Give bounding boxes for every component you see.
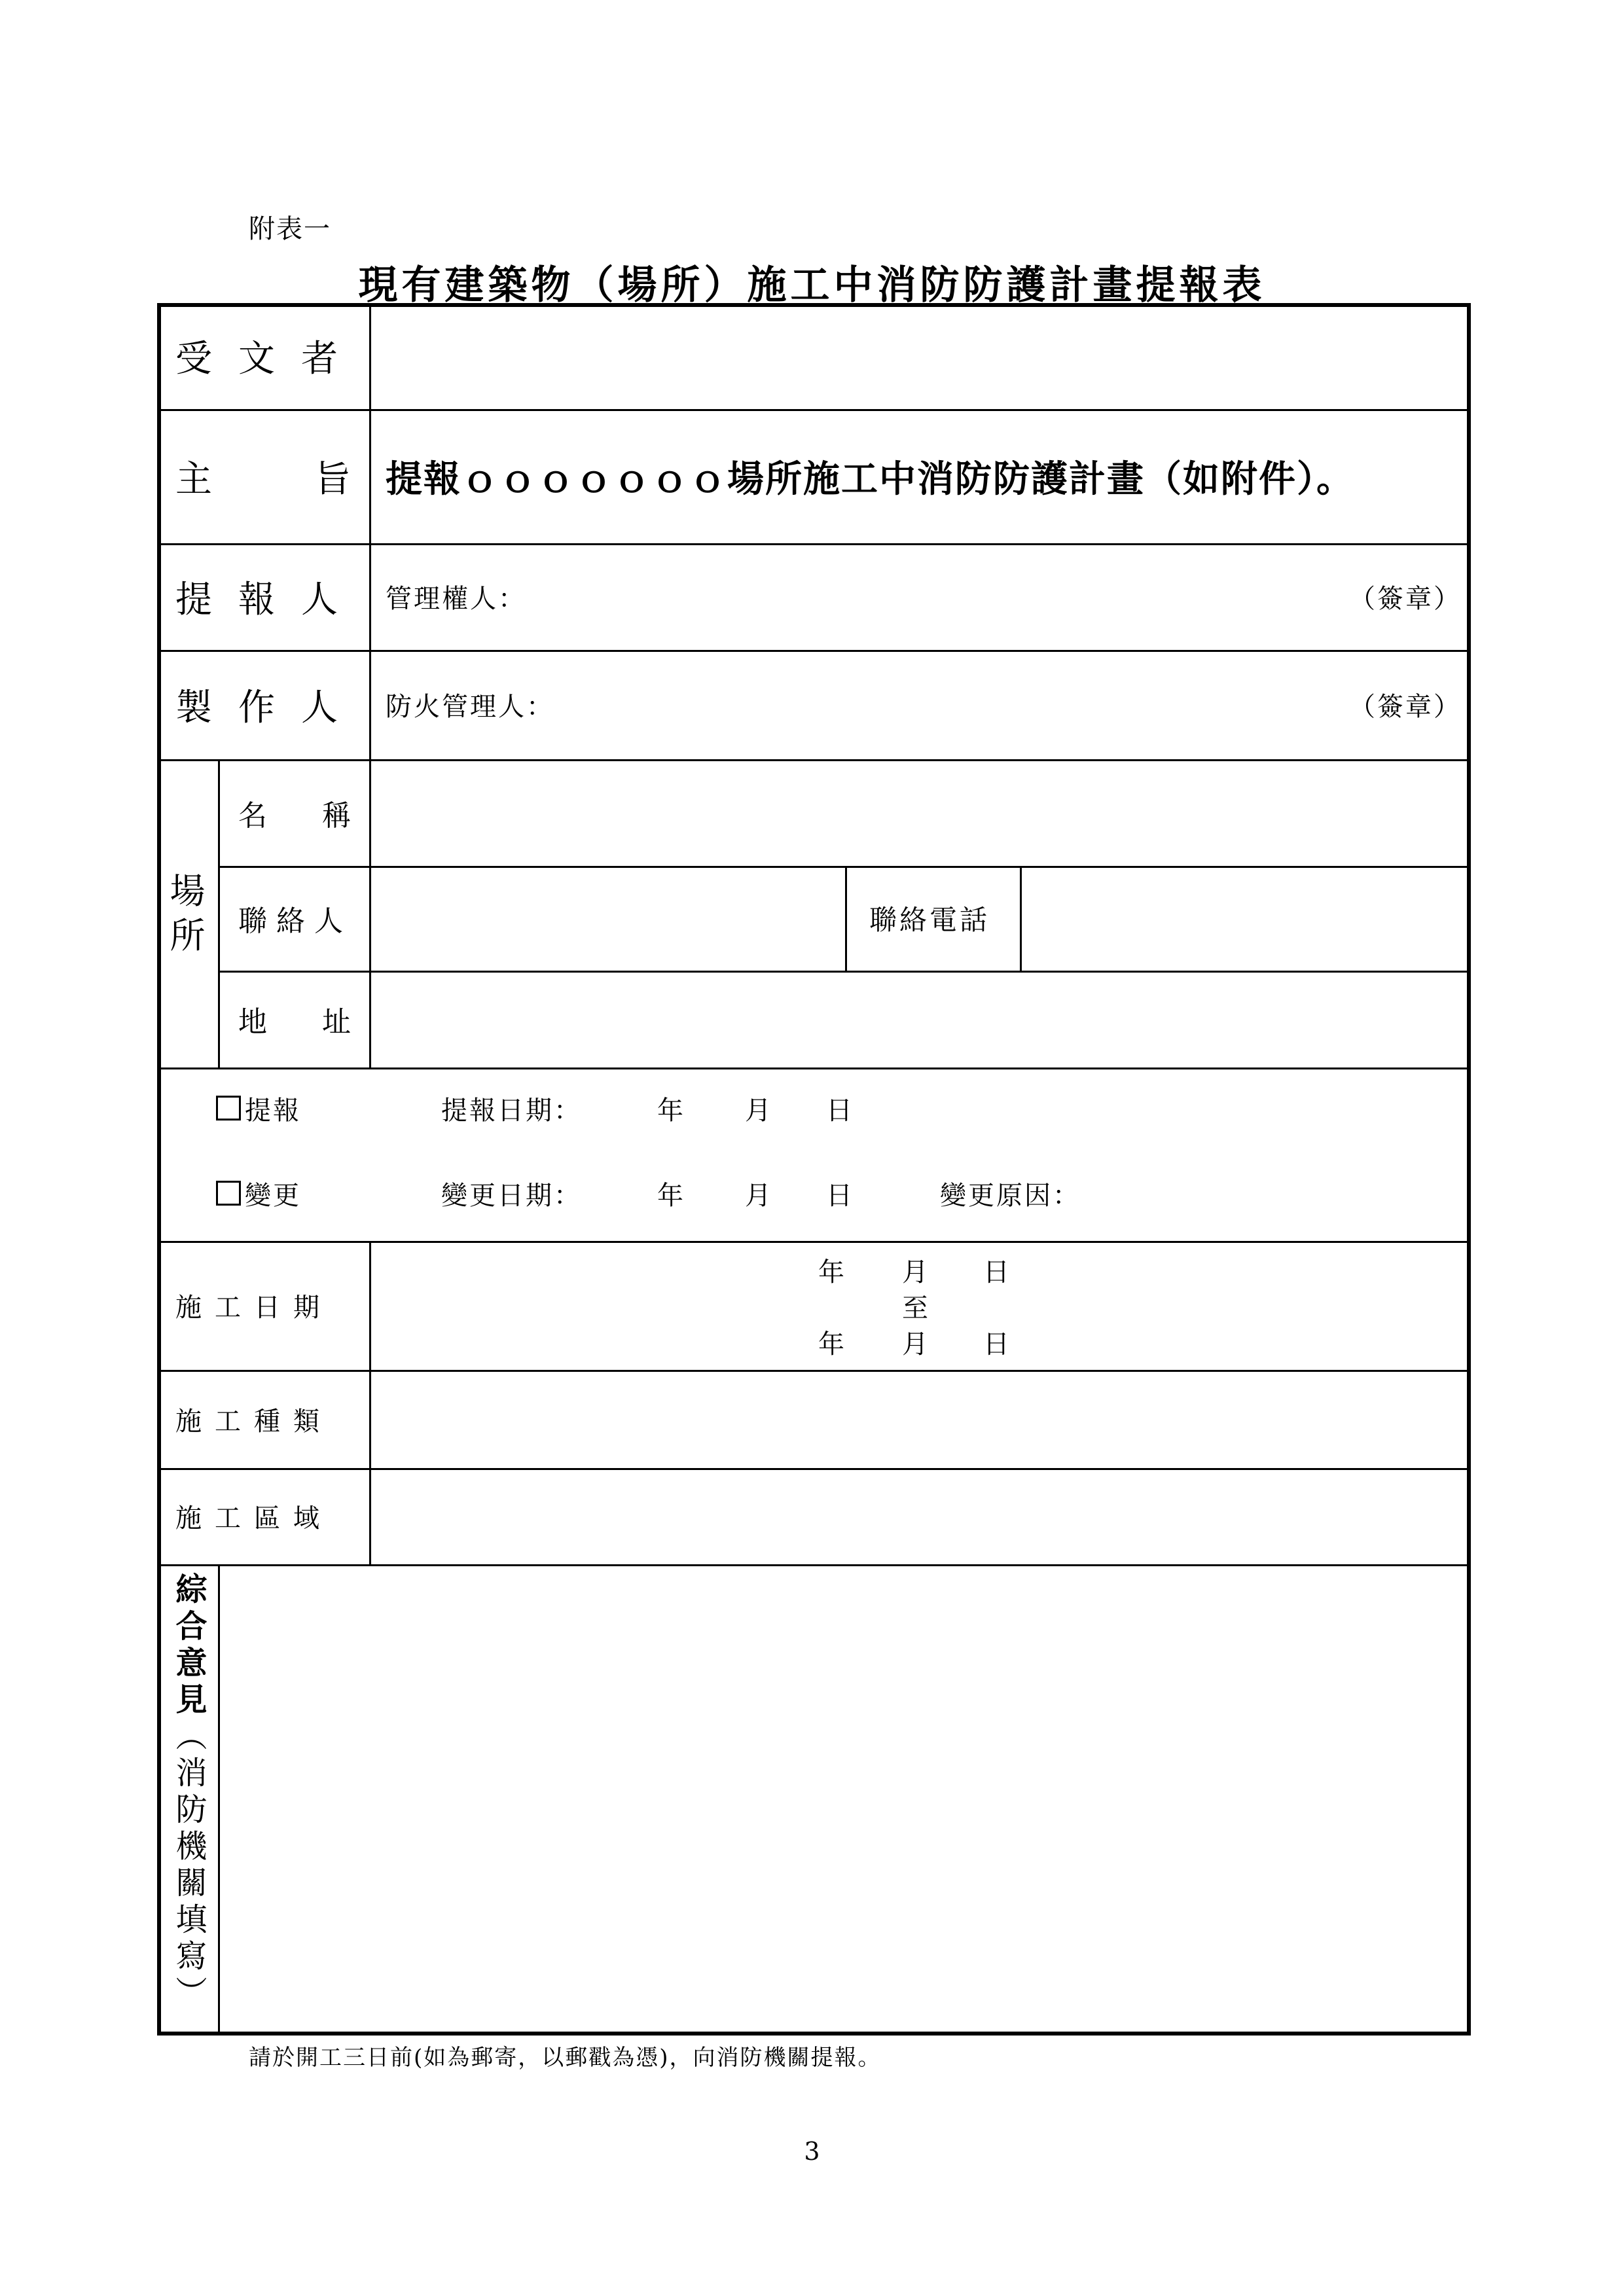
appendix-label: 附表一 bbox=[249, 214, 331, 244]
report-day-label: 日 bbox=[826, 1095, 854, 1126]
page-number: 3 bbox=[804, 2137, 820, 2166]
contact-phone-field[interactable] bbox=[1022, 866, 1471, 971]
date-to-line bbox=[818, 1288, 1080, 1324]
end-date-line bbox=[818, 1324, 1080, 1360]
start-month-label: 月 bbox=[902, 1257, 930, 1287]
subject-label bbox=[157, 409, 369, 543]
contact-person-field[interactable] bbox=[371, 866, 845, 971]
preparer-field[interactable] bbox=[371, 650, 1471, 759]
premises-label-char-1: 場 bbox=[170, 870, 206, 912]
subject-label-left: 主 bbox=[175, 457, 212, 501]
end-day-label: 日 bbox=[983, 1329, 1011, 1359]
address-label-char-1: 地 bbox=[238, 1005, 267, 1039]
address-label bbox=[220, 971, 369, 1067]
change-date-label: 變更日期： bbox=[441, 1180, 582, 1211]
name-label-char-2: 稱 bbox=[322, 798, 351, 833]
report-month-label: 月 bbox=[745, 1095, 773, 1126]
name-label-char-1: 名 bbox=[238, 798, 267, 833]
start-date-line bbox=[818, 1252, 1080, 1288]
opinion-label-text bbox=[170, 1573, 207, 2031]
premises-group-label bbox=[157, 759, 218, 1067]
seal-label: （簽章） bbox=[1349, 584, 1462, 614]
opinion-field[interactable] bbox=[220, 1566, 1467, 2032]
report-form bbox=[157, 303, 1471, 2036]
change-option-label: 變更 bbox=[245, 1180, 301, 1211]
construction-date-label: 施工日期 bbox=[175, 1293, 333, 1323]
recipient-label: 受文者 bbox=[175, 338, 364, 380]
premises-label-char-2: 所 bbox=[170, 914, 206, 956]
contact-phone-label: 聯絡電話 bbox=[869, 904, 990, 936]
construction-area-label: 施工區域 bbox=[175, 1503, 333, 1534]
address-label-char-2: 址 bbox=[322, 1005, 351, 1039]
end-month-label: 月 bbox=[902, 1329, 930, 1359]
contact-person-label: 聯絡人 bbox=[238, 905, 352, 938]
preparer-label: 製作人 bbox=[175, 686, 364, 729]
address-field[interactable] bbox=[371, 971, 1471, 1067]
subject-label-right: 旨 bbox=[314, 457, 351, 501]
seal-label: （簽章） bbox=[1349, 692, 1462, 722]
change-reason-label: 變更原因： bbox=[940, 1180, 1081, 1211]
end-year-label: 年 bbox=[818, 1329, 846, 1359]
construction-date-field[interactable] bbox=[818, 1252, 1080, 1360]
report-year-label: 年 bbox=[657, 1095, 685, 1126]
construction-area-field[interactable] bbox=[371, 1468, 1471, 1564]
premises-name-label bbox=[220, 759, 369, 866]
reporter-label: 提報人 bbox=[175, 578, 364, 621]
report-option-line bbox=[216, 1088, 1460, 1128]
change-month-label: 月 bbox=[745, 1180, 773, 1211]
opinion-label bbox=[161, 1573, 216, 2031]
report-option-label: 提報 bbox=[245, 1095, 301, 1126]
footnote: 請於開工三日前(如為郵寄，以郵戳為憑)，向消防機關提報。 bbox=[249, 2045, 882, 2071]
fire-manager-label: 防火管理人： bbox=[386, 692, 554, 722]
construction-type-field[interactable] bbox=[371, 1370, 1471, 1468]
row-divider bbox=[157, 1067, 1471, 1069]
report-date-label: 提報日期： bbox=[441, 1095, 582, 1126]
form-title: 現有建築物（場所）施工中消防防護計畫提報表 bbox=[358, 262, 1266, 308]
change-year-label: 年 bbox=[657, 1180, 685, 1211]
premises-name-field[interactable] bbox=[371, 759, 1471, 866]
start-year-label: 年 bbox=[818, 1257, 846, 1287]
change-checkbox[interactable] bbox=[216, 1181, 241, 1206]
recipient-field[interactable] bbox=[371, 303, 1471, 409]
change-day-label: 日 bbox=[826, 1180, 854, 1211]
date-to-label: 至 bbox=[902, 1293, 930, 1323]
subject-text: 提報ｏｏｏｏｏｏｏ場所施工中消防防護計畫（如附件）。 bbox=[386, 457, 1354, 501]
report-checkbox[interactable] bbox=[216, 1096, 241, 1121]
construction-type-label: 施工種類 bbox=[175, 1406, 333, 1437]
owner-label: 管理權人： bbox=[386, 584, 526, 614]
reporter-field[interactable] bbox=[371, 543, 1471, 650]
start-day-label: 日 bbox=[983, 1257, 1011, 1287]
opinion-label-bold: 綜合意見 bbox=[170, 1573, 207, 1719]
opinion-label-note: （消防機關填寫） bbox=[170, 1719, 207, 2013]
change-option-line bbox=[216, 1174, 1460, 1213]
